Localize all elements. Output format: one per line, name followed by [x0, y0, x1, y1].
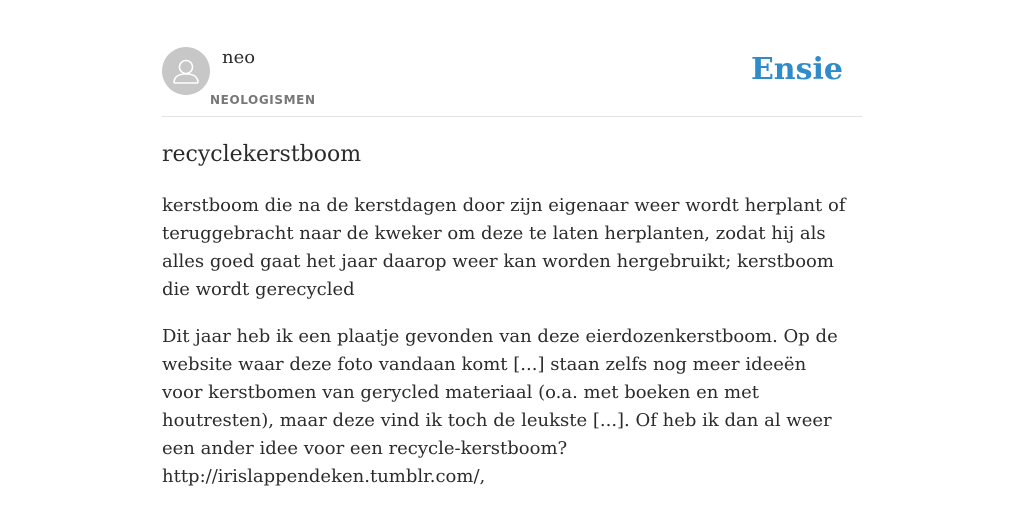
brand-logo[interactable]: Ensie	[750, 52, 843, 87]
user-silhouette-icon	[162, 47, 210, 95]
avatar[interactable]	[162, 47, 210, 95]
author-link[interactable]: neo	[222, 47, 256, 68]
entry-title: recyclekerstboom	[162, 142, 362, 167]
example-text: Dit jaar heb ik een plaatje gevonden van deze eierdozenkerstboom. Op de website waar deze foto vandaan komt [...] staan zelfs nog meer ideeën voor kerstbomen van gerycled materiaal (o.a. met boeken en met houtresten), maar deze vind ik toch de leukste [...]. Of heb ik dan al weer een ander idee voor een recycle-kerstboom?	[162, 326, 838, 459]
entry-example	[162, 323, 852, 491]
entry-header	[162, 46, 862, 117]
source-link[interactable]: http://irislappendeken.tumblr.com/,	[162, 466, 486, 487]
entry-definition: kerstboom die na de kerstdagen door zijn eigenaar weer wordt herplant of teruggebracht naar de kweker om deze te laten herplanten, zodat hij als alles goed gaat het jaar daarop weer kan worden hergebruikt; kerstboom die wordt gerecycled	[162, 195, 846, 300]
category-label[interactable]: NEOLOGISMEN	[210, 93, 316, 107]
